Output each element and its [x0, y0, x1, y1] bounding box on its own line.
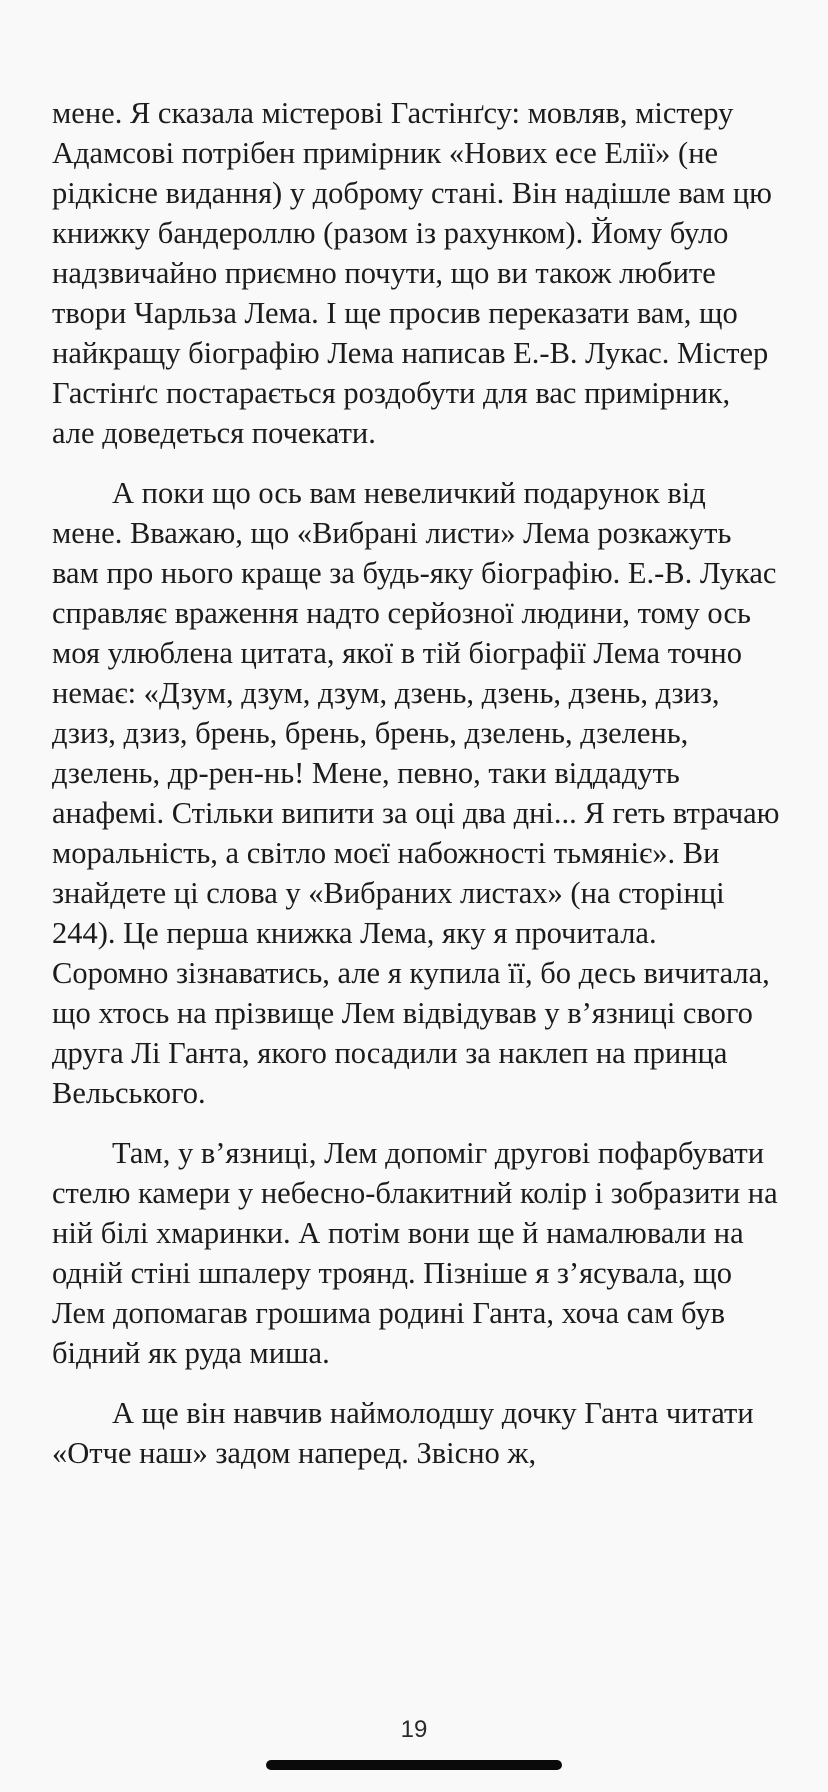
paragraph-3: Там, у в’язниці, Лем допоміг другові пофарбувати стелю камери у небесно-блакитний колір і зобразити на ній білі хмаринки. А потім вони ще й намалювали на одній стіні шпалеру троянд. Пізніше я з’ясувала, що Лем допомагав грошима родині Ганта, хоча сам був бідний як руда миша. [52, 1136, 778, 1370]
home-indicator[interactable] [266, 1760, 562, 1770]
paragraph-4: А ще він навчив наймолодшу дочку Ганта читати «Отче наш» задом наперед. Звісно ж, [52, 1396, 754, 1470]
paragraph-2: А поки що ось вам невеличкий подарунок від мене. Вважаю, що «Вибрані листи» Лема розкажуть вам про нього краще за будь-яку біографію. Е.-В. Лукас справляє враження надто серйозної людини, тому ось моя улюблена цитата, якої в тій біографії Лема точно немає: «Дзум, дзум, дзум, дзень, дзень, дзень, дзиз, дзиз, дзиз, брень, брень, брень, дзелень, дзелень, дзелень, др-рен-нь! Мене, певно, таки віддадуть анафемі. Стільки випити за оці два дні... Я геть втрачаю моральність, а світло моєї набожності тьмяніє». Ви знайдете ці слова у «Вибраних листах» (на сторінці 244). Це перша книжка Лема, яку я прочитала. Соромно зізнаватись, але я купила її, бо десь вичитала, що хтось на прізвище Лем відвідував у в’язниці свого друга Лі Ганта, якого посадили за наклеп на принца Вельського. [52, 476, 780, 1110]
page-number: 19 [400, 1716, 428, 1743]
book-page-text[interactable] [52, 93, 780, 1493]
paragraph-1: мене. Я сказала містерові Гастінґсу: мовляв, містеру Адамсові потрібен примірник «Нових есе Елії» (не рідкісне видання) у доброму стані. Він надішле вам цю книжку бандероллю (разом із рахунком). Йому було надзвичайно приємно почути, що ви також любите твори Чарльза Лема. І ще просив переказати вам, що найкращу біографію Лема написав Е.-В. Лукас. Містер Гастінґс постарається роздобути для вас примірник, але доведеться почекати. [52, 96, 772, 450]
